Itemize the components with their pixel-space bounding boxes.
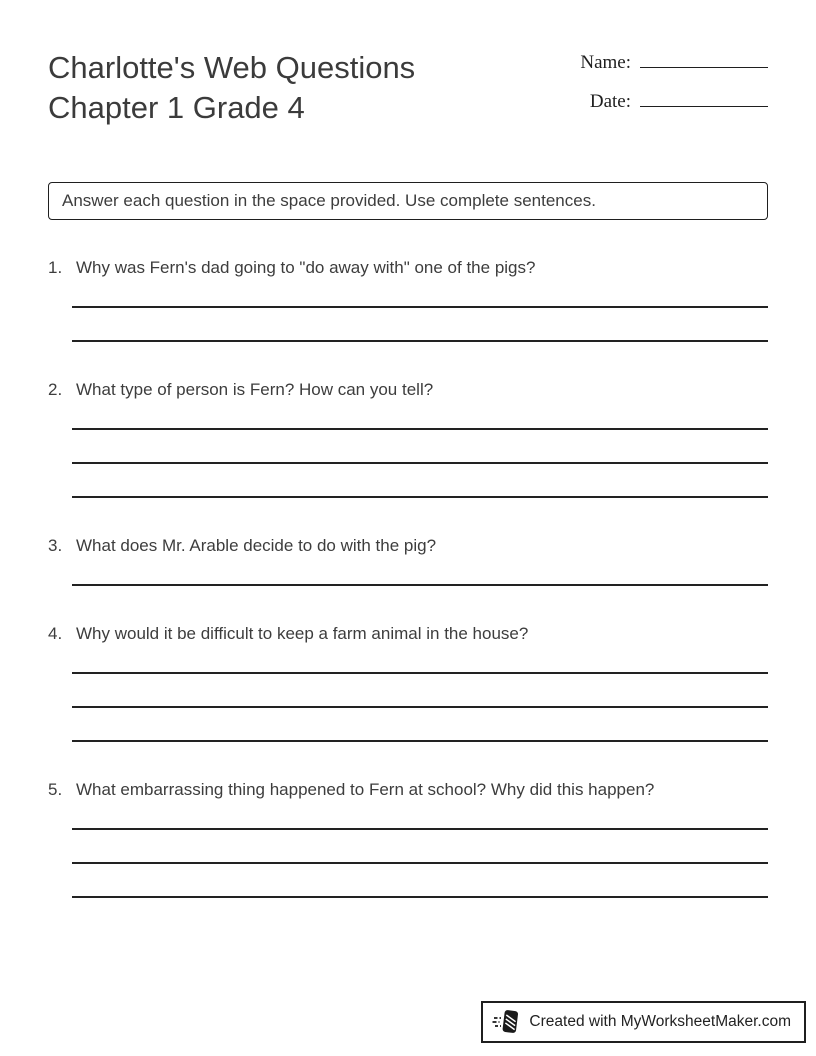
question-2-number: 2. (48, 380, 63, 399)
flying-worksheet-icon (492, 1008, 520, 1036)
question-5 (48, 779, 768, 898)
question-3-number: 3. (48, 536, 63, 555)
creator-credit-text: Created with MyWorksheetMaker.com (529, 1013, 791, 1030)
question-2-text-row (48, 379, 768, 400)
question-3-text-row (48, 535, 768, 556)
date-label: Date: (589, 91, 631, 112)
answer-line[interactable] (72, 864, 768, 898)
question-2 (48, 379, 768, 498)
answer-line[interactable] (72, 708, 768, 742)
question-list (48, 257, 768, 898)
title-line-1: Charlotte's Web Questions (48, 50, 416, 85)
answer-line[interactable] (72, 674, 768, 708)
instructions-text: Answer each question in the space provided. Use complete sentences. (62, 191, 596, 210)
question-4-answer-lines (72, 644, 768, 742)
date-input-line[interactable] (640, 92, 768, 107)
answer-line[interactable] (72, 464, 768, 498)
creator-credit-badge[interactable] (481, 1001, 806, 1043)
answer-line[interactable] (72, 800, 768, 830)
question-4-text: Why would it be difficult to keep a farm animal in the house? (76, 624, 529, 643)
page-title (48, 48, 415, 128)
answer-line[interactable] (72, 556, 768, 586)
answer-line[interactable] (72, 400, 768, 430)
answer-line[interactable] (72, 278, 768, 308)
instructions-box (48, 182, 768, 220)
answer-line[interactable] (72, 644, 768, 674)
question-5-answer-lines (72, 800, 768, 898)
question-3-text: What does Mr. Arable decide to do with the pig? (76, 536, 437, 555)
question-4-number: 4. (48, 624, 63, 643)
answer-line[interactable] (72, 830, 768, 864)
worksheet-header (48, 48, 768, 130)
question-5-text: What embarrassing thing happened to Fern at school? Why did this happen? (76, 780, 655, 799)
name-field-row (580, 52, 768, 74)
name-input-line[interactable] (640, 53, 768, 68)
question-2-text: What type of person is Fern? How can you tell? (76, 380, 434, 399)
question-1-number: 1. (48, 258, 63, 277)
date-field-row (580, 91, 768, 113)
question-4 (48, 623, 768, 742)
name-label: Name: (580, 52, 631, 73)
question-5-text-row (48, 779, 768, 800)
question-1 (48, 257, 768, 342)
question-1-text-row (48, 257, 768, 278)
question-2-answer-lines (72, 400, 768, 498)
student-fields (580, 48, 768, 130)
question-1-text: Why was Fern's dad going to "do away with" one of the pigs? (76, 258, 536, 277)
question-3 (48, 535, 768, 586)
question-4-text-row (48, 623, 768, 644)
answer-line[interactable] (72, 308, 768, 342)
question-1-answer-lines (72, 278, 768, 342)
question-5-number: 5. (48, 780, 63, 799)
question-3-answer-lines (72, 556, 768, 586)
title-line-2: Chapter 1 Grade 4 (48, 90, 305, 125)
answer-line[interactable] (72, 430, 768, 464)
